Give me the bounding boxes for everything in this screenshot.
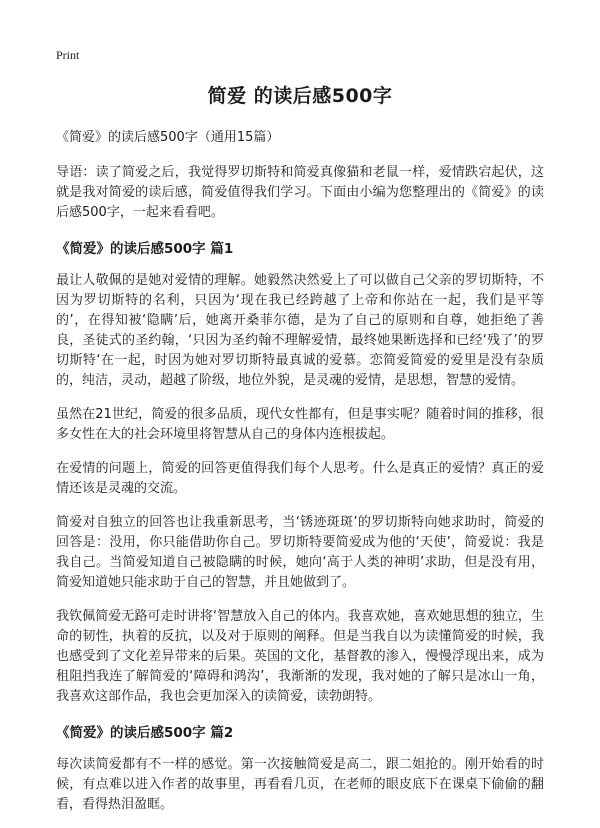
section-1-paragraph-2: 虽然在21世纪，简爱的很多品质，现代女性都有，但是事实呢？随着时间的推移，很多女性在大的社会环境里将智慧从自己的身体内连根拔起。 — [56, 407, 544, 442]
section-heading-2: 《简爱》的读后感500字 篇2 — [56, 725, 234, 741]
section-1-paragraph-5: 我钦佩简爱无路可走时讲将‘智慧放入自己的体内。我喜欢她，喜欢她思想的独立，生命的韧性，执着的反抗，以及对于原则的阐释。但是当我自以为读懂简爱的时候，我也感受到了文化差异带来的后果。英国的文化，基督教的渗入，慢慢浮现出来，成为租阻挡我连了解简爱的‘障碍和鸿沟’，我渐渐的发现，我对她的了解只是冰山一角，我喜欢这部作品，我也会更加深入的读简爱，读勃朗特。 — [56, 609, 544, 704]
page-title: 简爱 的读后感500字 — [207, 85, 393, 107]
section-1-paragraph-1: 最让人敬佩的是她对爱情的理解。她毅然决然爱上了可以做自己父亲的罗切斯特，不因为罗切斯特的名利，只因为‘现在我已经跨越了上帝和你站在一起，我们是平等的’，在得知被‘隐瞒’后，她离开桑菲尔德，是为了自己的原则和自尊，她拒绝了善良，圣徒式的圣约翰，‘只因为圣约翰不理解爱情，最终她果断选择和已经‘残了’的罗切斯特‘在一起，时因为她对罗切斯特最真诚的爱慕。恋简爱简爱的爱里是没有杂质的，纯洁，灵动，超越了阶级，地位外貌，是灵魂的爱情，是思想，智慧的爱情。 — [56, 273, 544, 388]
article-subtitle: 《简爱》的读后感500字（通用15篇） — [56, 130, 280, 145]
section-1-paragraph-3: 在爱情的问题上，简爱的回答更值得我们每个人思考。什么是真正的爱情？真正的爱情还该是灵魂的交流。 — [56, 461, 544, 496]
section-2-paragraph-1: 每次读简爱都有不一样的感觉。第一次接触简爱是高二，跟二姐抢的。刚开始看的时候，有点难以进入作者的故事里，再看看几页，在老师的眼皮底下在课桌下偷偷的翻看，看得热泪盈眶。 — [56, 757, 544, 812]
intro-paragraph: 导语：读了简爱之后，我觉得罗切斯特和简爱真像猫和老鼠一样，爱情跌宕起伏，这就是我对简爱的读后感，简爱值得我们学习。下面由小编为您整理出的《简爱》的读后感500字，一起来看看吧。 — [56, 165, 544, 220]
section-heading-1: 《简爱》的读后感500字 篇1 — [56, 241, 234, 257]
print-link[interactable]: Print — [56, 48, 80, 62]
section-1-paragraph-4: 简爱对自独立的回答也让我重新思考，当‘锈迹斑斑’的罗切斯特向她求助时，简爱的回答是：没用，你只能借助你自己。罗切斯特要简爱成为他的‘天使’，简爱说：我是我自己。当简爱知道自己被隐瞒的时候，她向‘高于人类的神明’求助，但是没有用，简爱知道她只能求助于自己的智慧，并且她做到了。 — [56, 515, 544, 590]
